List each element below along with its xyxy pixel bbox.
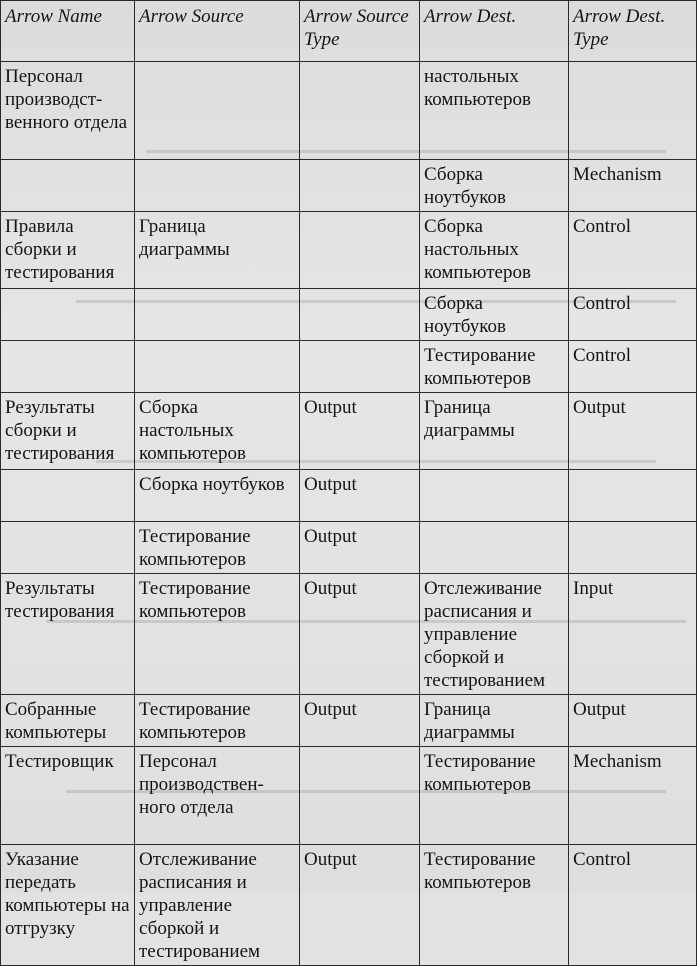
table-row	[1, 212, 697, 289]
cell-arrow-source: Тестирование компьютеров	[135, 695, 300, 747]
cell-arrow-source: Тестирование компьютеров	[135, 522, 300, 574]
table-row	[1, 747, 697, 845]
cell-arrow-source: Отслеживание расписания и управление сборкой и тестированием	[135, 845, 300, 966]
cell-arrow-source-type	[300, 341, 420, 393]
cell-arrow-dest: Отслеживание расписания и управление сборкой и тестированием	[420, 574, 569, 695]
cell-arrow-source	[135, 289, 300, 341]
table-row	[1, 470, 697, 522]
cell-arrow-source-type: Output	[300, 574, 420, 695]
cell-arrow-name: Указание передать компьютеры на отгрузку	[1, 845, 135, 966]
cell-arrow-name: Персонал производст-венного отдела	[1, 62, 135, 160]
cell-arrow-name	[1, 160, 135, 212]
cell-arrow-dest: настольных компьютеров	[420, 62, 569, 160]
header-arrow-name: Arrow Name	[1, 1, 135, 62]
cell-arrow-dest-type: Control	[569, 341, 697, 393]
cell-arrow-name	[1, 341, 135, 393]
cell-arrow-dest-type: Input	[569, 574, 697, 695]
header-arrow-source-type: Arrow Source Type	[300, 1, 420, 62]
cell-arrow-source-type	[300, 212, 420, 289]
cell-arrow-source-type: Output	[300, 695, 420, 747]
table-row	[1, 845, 697, 966]
table-row	[1, 341, 697, 393]
cell-arrow-source: Сборка настольных компьютеров	[135, 393, 300, 470]
cell-arrow-dest-type: Control	[569, 212, 697, 289]
table-row	[1, 695, 697, 747]
table-row	[1, 393, 697, 470]
cell-arrow-dest-type: Control	[569, 845, 697, 966]
cell-arrow-dest: Граница диаграммы	[420, 695, 569, 747]
cell-arrow-dest: Тестирование компьютеров	[420, 747, 569, 845]
header-arrow-dest-type: Arrow Dest. Type	[569, 1, 697, 62]
cell-arrow-source: Тестирование компьютеров	[135, 574, 300, 695]
cell-arrow-source-type	[300, 747, 420, 845]
table-header-row	[1, 1, 697, 62]
table-row	[1, 160, 697, 212]
table-row	[1, 574, 697, 695]
cell-arrow-dest-type	[569, 522, 697, 574]
cell-arrow-source-type	[300, 289, 420, 341]
cell-arrow-name: Правила сборки и тестирования	[1, 212, 135, 289]
cell-arrow-name: Собранные компьютеры	[1, 695, 135, 747]
cell-arrow-dest-type: Mechanism	[569, 160, 697, 212]
header-arrow-dest: Arrow Dest.	[420, 1, 569, 62]
cell-arrow-name	[1, 289, 135, 341]
cell-arrow-source-type	[300, 160, 420, 212]
table-row	[1, 289, 697, 341]
cell-arrow-source	[135, 62, 300, 160]
cell-arrow-name: Результаты сборки и тестирования	[1, 393, 135, 470]
cell-arrow-name: Тестировщик	[1, 747, 135, 845]
cell-arrow-dest-type: Control	[569, 289, 697, 341]
cell-arrow-source-type: Output	[300, 845, 420, 966]
cell-arrow-source	[135, 160, 300, 212]
cell-arrow-source: Граница диаграммы	[135, 212, 300, 289]
cell-arrow-dest: Сборка настольных компьютеров	[420, 212, 569, 289]
cell-arrow-dest-type: Output	[569, 695, 697, 747]
cell-arrow-source	[135, 341, 300, 393]
cell-arrow-dest: Тестирование компьютеров	[420, 341, 569, 393]
cell-arrow-source: Сборка ноутбуков	[135, 470, 300, 522]
cell-arrow-dest: Сборка ноутбуков	[420, 160, 569, 212]
cell-arrow-dest-type	[569, 62, 697, 160]
cell-arrow-dest-type	[569, 470, 697, 522]
cell-arrow-source: Персонал производствен-ного отдела	[135, 747, 300, 845]
table-row	[1, 522, 697, 574]
cell-arrow-dest: Тестирование компьютеров	[420, 845, 569, 966]
cell-arrow-dest-type: Output	[569, 393, 697, 470]
cell-arrow-name	[1, 470, 135, 522]
cell-arrow-source-type: Output	[300, 470, 420, 522]
cell-arrow-source-type: Output	[300, 393, 420, 470]
cell-arrow-name	[1, 522, 135, 574]
cell-arrow-name: Результаты тестирования	[1, 574, 135, 695]
cell-arrow-dest-type: Mechanism	[569, 747, 697, 845]
table-row	[1, 62, 697, 160]
cell-arrow-source-type: Output	[300, 522, 420, 574]
cell-arrow-source-type	[300, 62, 420, 160]
cell-arrow-dest: Граница диаграммы	[420, 393, 569, 470]
cell-arrow-dest	[420, 470, 569, 522]
cell-arrow-dest	[420, 522, 569, 574]
header-arrow-source: Arrow Source	[135, 1, 300, 62]
cell-arrow-dest: Сборка ноутбуков	[420, 289, 569, 341]
